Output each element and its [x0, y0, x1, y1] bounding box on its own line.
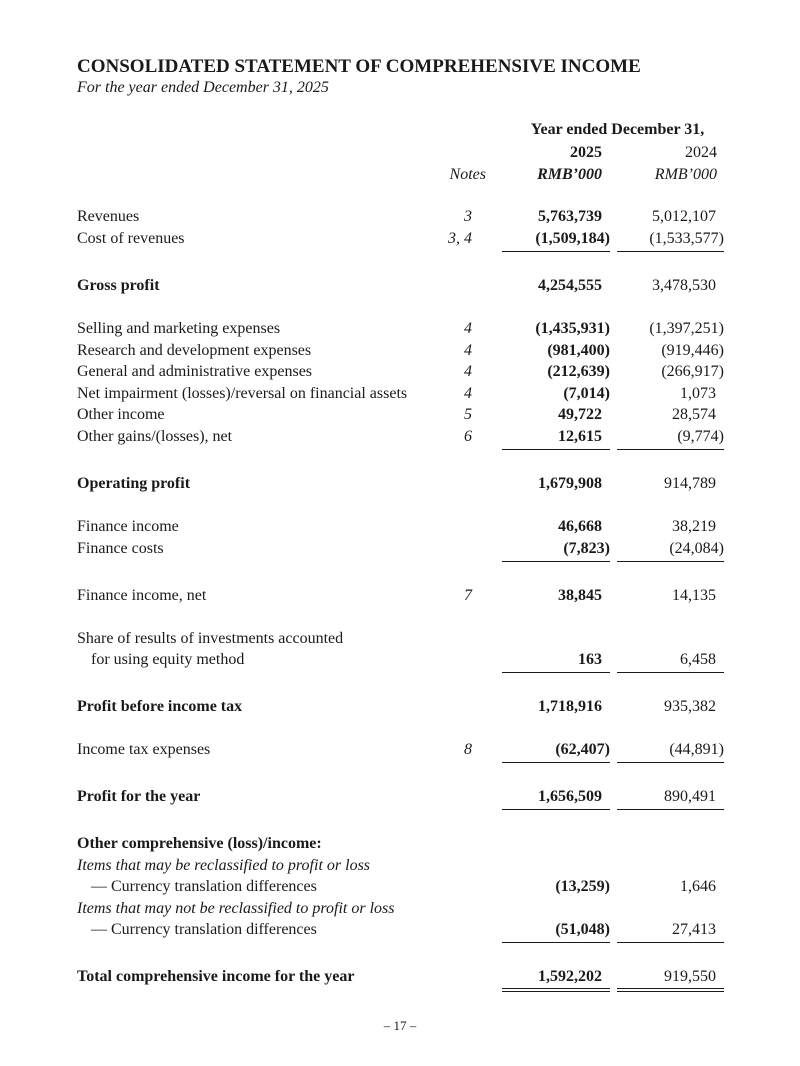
row-label: Total comprehensive income for the year: [77, 968, 355, 985]
row-share-results-line1: [0, 628, 800, 650]
row-label: Finance costs: [77, 540, 164, 557]
subtotal-rule: [502, 251, 610, 252]
subtotal-rule: [617, 561, 724, 562]
row-label: Research and development expenses: [77, 342, 312, 359]
row-profit-before-tax: [0, 696, 800, 718]
value-2024: 1,073: [680, 385, 716, 402]
subtotal-rule: [502, 672, 610, 673]
row-profit-for-year: [0, 786, 800, 808]
subtotal-rule: [617, 251, 724, 252]
row-label: Other income: [77, 406, 165, 423]
row-label: Profit before income tax: [77, 698, 243, 715]
subtotal-rule: [617, 809, 724, 810]
row-label: Share of results of investments accounted: [77, 630, 344, 647]
value-2024: 919,550: [664, 968, 716, 985]
value-2025: 49,722: [558, 406, 602, 423]
value-2025: (212,639): [547, 363, 610, 380]
row-selling-expenses: [0, 318, 800, 340]
row-note: 4: [464, 363, 472, 380]
total-double-rule: [502, 988, 610, 992]
value-2024: 5,012,107: [652, 208, 716, 225]
value-2024: 1,646: [680, 878, 716, 895]
subtotal-rule: [617, 449, 724, 450]
year-heading: Year ended December 31,: [530, 121, 705, 138]
row-label: Gross profit: [77, 277, 160, 294]
row-note: 3: [464, 208, 472, 225]
notes-heading: Notes: [449, 166, 486, 183]
row-note: 6: [464, 428, 472, 445]
value-2025: (51,048): [555, 921, 610, 938]
value-2024: (1,397,251): [649, 320, 724, 337]
row-currency-translation-1: [0, 876, 800, 898]
row-oci-heading: [0, 833, 800, 855]
value-2025: (13,259): [555, 878, 610, 895]
row-note: 8: [464, 741, 472, 758]
row-other-income: [0, 404, 800, 426]
value-2025: 4,254,555: [538, 277, 602, 294]
row-label: Net impairment (losses)/reversal on financial assets: [77, 385, 408, 402]
subtotal-rule: [502, 942, 610, 943]
value-2024: 14,135: [672, 587, 716, 604]
value-2024: 27,413: [672, 921, 716, 938]
column-2025-heading: 2025: [570, 144, 602, 161]
subtotal-rule: [502, 762, 610, 763]
row-total-comprehensive-income: [0, 966, 800, 988]
subtotal-rule: [502, 809, 610, 810]
row-other-gains: [0, 426, 800, 448]
row-label: Other comprehensive (loss)/income:: [77, 835, 322, 852]
page-number: – 17 –: [383, 1018, 417, 1033]
value-2024: 890,491: [664, 788, 716, 805]
row-revenues: [0, 206, 800, 228]
row-reclassified-heading: [0, 855, 800, 877]
value-2024: 6,458: [680, 651, 716, 668]
row-note: 4: [464, 385, 472, 402]
row-label: General and administrative expenses: [77, 363, 313, 380]
value-2024: 38,219: [672, 518, 716, 535]
unit-2024-heading: RMB’000: [654, 166, 717, 183]
row-note: 3, 4: [448, 230, 472, 247]
column-2024-heading: 2024: [685, 144, 717, 161]
row-label: Finance income, net: [77, 587, 207, 604]
value-2024: (919,446): [661, 342, 724, 359]
unit-2025-heading: RMB’000: [537, 166, 602, 183]
value-2024: (266,917): [661, 363, 724, 380]
subtotal-rule: [617, 942, 724, 943]
value-2025: 1,679,908: [538, 475, 602, 492]
row-research-expenses: [0, 340, 800, 362]
row-label: Profit for the year: [77, 788, 201, 805]
row-note: 4: [464, 320, 472, 337]
row-label: for using equity method: [91, 651, 245, 668]
row-label: Income tax expenses: [77, 741, 211, 758]
value-2025: 1,656,509: [538, 788, 602, 805]
row-label: Items that may be reclassified to profit or loss: [77, 857, 371, 874]
row-note: 5: [464, 406, 472, 423]
row-cost-of-revenues: [0, 228, 800, 250]
row-label: Items that may not be reclassified to profit or loss: [77, 900, 395, 917]
row-finance-income: [0, 516, 800, 538]
value-2025: (7,014): [563, 385, 610, 402]
row-finance-costs: [0, 538, 800, 560]
value-2024: 3,478,530: [652, 277, 716, 294]
row-currency-translation-2: [0, 919, 800, 941]
subtotal-rule: [502, 449, 610, 450]
subtotal-rule: [617, 762, 724, 763]
row-label: — Currency translation differences: [91, 878, 317, 895]
value-2025: (1,509,184): [535, 230, 610, 247]
value-2024: (24,084): [669, 540, 724, 557]
value-2024: 28,574: [672, 406, 716, 423]
row-operating-profit: [0, 473, 800, 495]
value-2025: 12,615: [558, 428, 602, 445]
row-impairment: [0, 383, 800, 405]
row-note: 7: [464, 587, 472, 604]
row-income-tax: [0, 739, 800, 761]
total-double-rule: [617, 988, 724, 992]
row-label: Revenues: [77, 208, 140, 225]
subtotal-rule: [617, 672, 724, 673]
statement-title: CONSOLIDATED STATEMENT OF COMPREHENSIVE INCOME: [77, 56, 641, 77]
row-general-expenses: [0, 361, 800, 383]
row-gross-profit: [0, 275, 800, 297]
value-2025: 1,592,202: [538, 968, 602, 985]
value-2024: 914,789: [664, 475, 716, 492]
value-2025: (62,407): [555, 741, 610, 758]
row-label: Other gains/(losses), net: [77, 428, 233, 445]
subtotal-rule: [502, 561, 610, 562]
value-2025: 38,845: [558, 587, 602, 604]
value-2024: (44,891): [669, 741, 724, 758]
value-2025: 5,763,739: [538, 208, 602, 225]
row-note: 4: [464, 342, 472, 359]
value-2025: 163: [578, 651, 602, 668]
value-2024: (1,533,577): [649, 230, 724, 247]
row-label: Cost of revenues: [77, 230, 185, 247]
value-2025: 46,668: [558, 518, 602, 535]
statement-subtitle: For the year ended December 31, 2025: [77, 79, 329, 96]
value-2024: (9,774): [677, 428, 724, 445]
row-label: Operating profit: [77, 475, 191, 492]
row-label: Selling and marketing expenses: [77, 320, 281, 337]
row-not-reclassified-heading: [0, 898, 800, 920]
value-2024: 935,382: [664, 698, 716, 715]
value-2025: (7,823): [563, 540, 610, 557]
row-share-results-line2: [0, 649, 800, 671]
value-2025: (1,435,931): [535, 320, 610, 337]
row-label: Finance income: [77, 518, 179, 535]
row-finance-income-net: [0, 585, 800, 607]
row-label: — Currency translation differences: [91, 921, 317, 938]
value-2025: (981,400): [547, 342, 610, 359]
value-2025: 1,718,916: [538, 698, 602, 715]
